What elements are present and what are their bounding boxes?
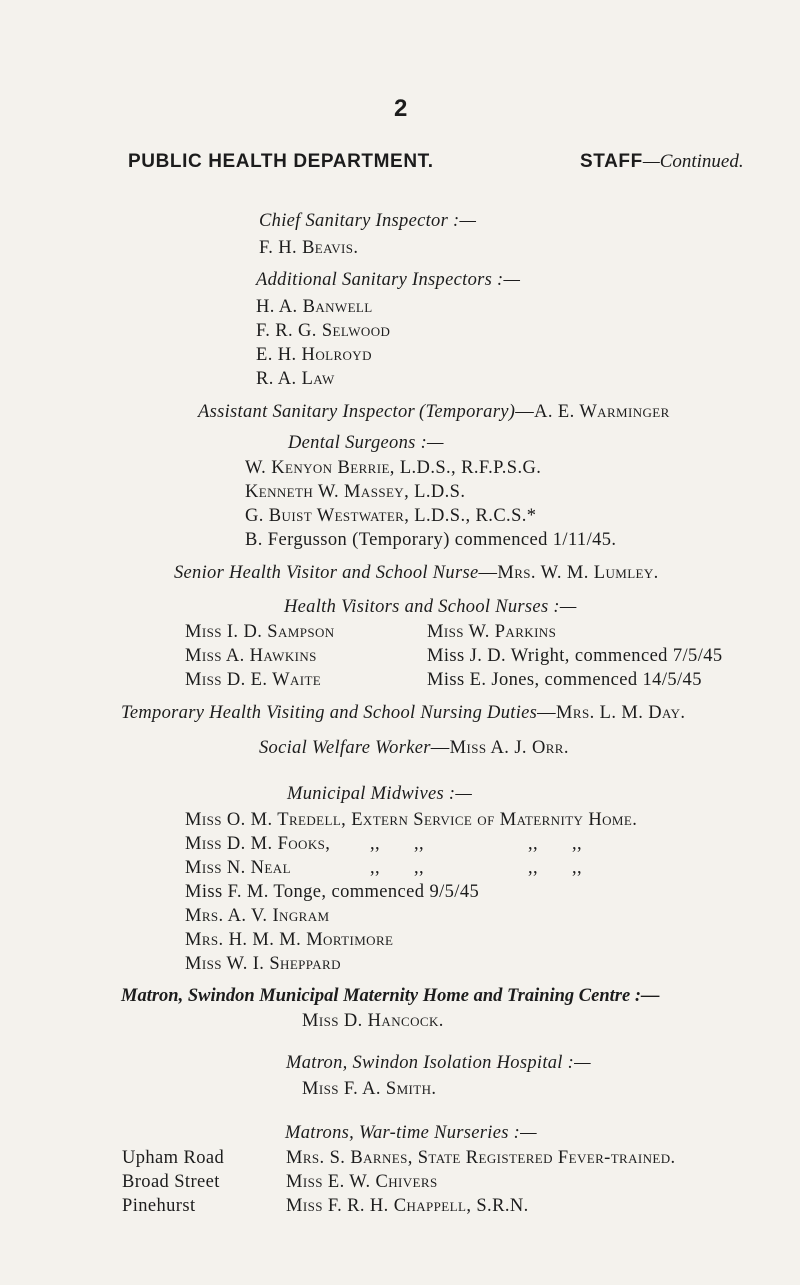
- dental-surgeons-heading: Dental Surgeons :—: [288, 433, 444, 453]
- nursery-place: Pinehurst: [122, 1196, 196, 1216]
- health-visitor-name: Miss A. Hawkins: [185, 646, 317, 666]
- additional-inspector-name: F. R. G. Selwood: [256, 321, 391, 341]
- midwives-heading: Municipal Midwives :—: [287, 784, 473, 804]
- additional-inspector-name: H. A. Banwell: [256, 297, 373, 317]
- ditto-marks: ,, ,, ,, ,,: [370, 834, 583, 854]
- chief-inspector-heading: Chief Sanitary Inspector :—: [259, 211, 477, 231]
- ditto-marks: ,, ,, ,, ,,: [370, 858, 583, 878]
- nursery-matron-name: Miss F. R. H. Chappell, S.R.N.: [286, 1196, 529, 1216]
- midwife-name: Mrs. A. V. Ingram: [185, 906, 330, 926]
- health-visitor-name: Miss J. D. Wright, commenced 7/5/45: [427, 646, 723, 666]
- nursery-matron-name: Mrs. S. Barnes, State Registered Fever-trained.: [286, 1148, 676, 1168]
- midwife-name: Mrs. H. M. M. Mortimore: [185, 930, 394, 950]
- midwife-name: Miss D. M. Fooks,: [185, 834, 331, 854]
- nurseries-heading: Matrons, War-time Nurseries :—: [285, 1123, 537, 1143]
- temporary-duties-line: Temporary Health Visiting and School Nursing Duties—Mrs. L. M. Day.: [121, 703, 686, 723]
- health-visitor-name: Miss I. D. Sampson: [185, 622, 335, 642]
- chief-inspector-name: F. H. Beavis.: [259, 238, 359, 258]
- nursery-matron-name: Miss E. W. Chivers: [286, 1172, 438, 1192]
- senior-health-visitor-line: Senior Health Visitor and School Nurse—Mrs. W. M. Lumley.: [174, 563, 659, 583]
- health-visitors-heading: Health Visitors and School Nurses :—: [284, 597, 577, 617]
- matron-maternity-heading: Matron, Swindon Municipal Maternity Home and Training Centre :—: [121, 986, 660, 1006]
- midwife-name: Miss N. Neal: [185, 858, 291, 878]
- additional-inspector-name: E. H. Holroyd: [256, 345, 372, 365]
- additional-inspector-name: R. A. Law: [256, 369, 335, 389]
- matron-maternity-name: Miss D. Hancock.: [302, 1011, 444, 1031]
- nursery-place: Broad Street: [122, 1172, 220, 1192]
- dental-surgeon-name: G. Buist Westwater, L.D.S., R.C.S.*: [245, 506, 537, 526]
- health-visitor-name: Miss D. E. Waite: [185, 670, 322, 690]
- additional-inspectors-heading: Additional Sanitary Inspectors :—: [256, 270, 521, 290]
- midwife-name: Miss O. M. Tredell, Extern Service of Maternity Home.: [185, 810, 638, 830]
- health-visitor-name: Miss E. Jones, commenced 14/5/45: [427, 670, 702, 690]
- page-number: 2: [394, 95, 408, 122]
- header-staff: STAFF—Continued.: [580, 151, 744, 172]
- matron-isolation-heading: Matron, Swindon Isolation Hospital :—: [286, 1053, 591, 1073]
- header-department: PUBLIC HEALTH DEPARTMENT.: [128, 151, 434, 172]
- nursery-place: Upham Road: [122, 1148, 225, 1168]
- assistant-inspector-line: Assistant Sanitary Inspector (Temporary)—A. E. Warminger: [198, 402, 670, 422]
- dental-surgeon-name: W. Kenyon Berrie, L.D.S., R.F.P.S.G.: [245, 458, 542, 478]
- midwife-name: Miss F. M. Tonge, commenced 9/5/45: [185, 882, 480, 902]
- dental-surgeon-name: Kenneth W. Massey, L.D.S.: [245, 482, 466, 502]
- midwife-name: Miss W. I. Sheppard: [185, 954, 341, 974]
- health-visitor-name: Miss W. Parkins: [427, 622, 557, 642]
- dental-surgeon-name: B. Fergusson (Temporary) commenced 1/11/45.: [245, 530, 617, 550]
- social-welfare-line: Social Welfare Worker—Miss A. J. Orr.: [259, 738, 569, 758]
- matron-isolation-name: Miss F. A. Smith.: [302, 1079, 437, 1099]
